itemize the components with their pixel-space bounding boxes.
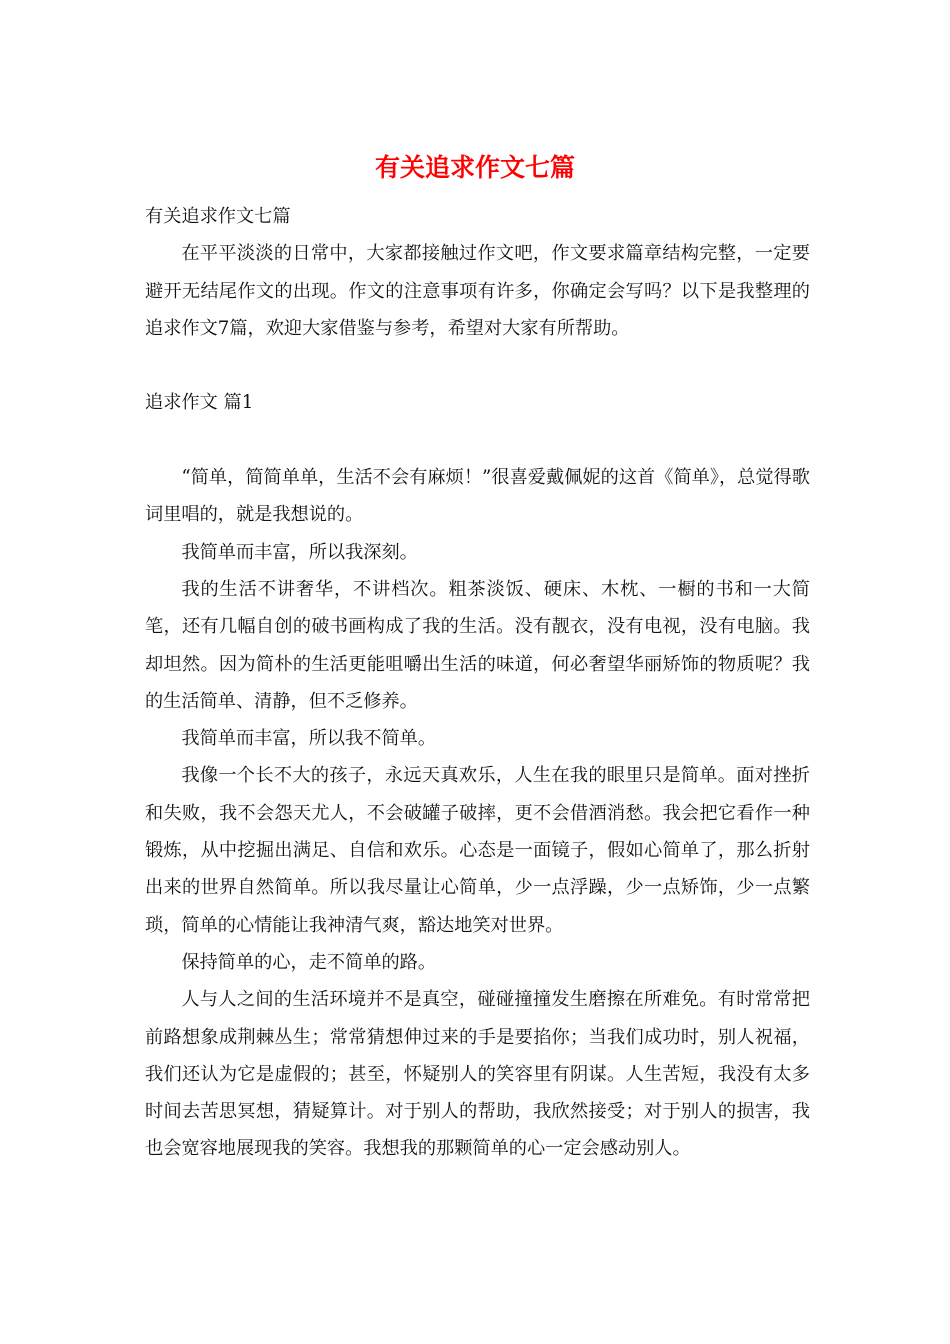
paragraph-6: 保持简单的心，走不简单的路。 [181, 951, 437, 973]
document-subtitle: 有关追求作文七篇 [145, 206, 291, 227]
section-heading: 追求作文 篇1 [145, 392, 254, 414]
intro-paragraph: 在平平淡淡的日常中，大家都接触过作文吧，作文要求篇章结构完整，一定要避开无结尾作文的出现。作文的注意事项有许多，你确定会写吗？以下是我整理的追求作文7篇，欢迎大家借鉴与参考，希望对大家有所帮助。 [145, 243, 810, 339]
paragraph-7: 人与人之间的生活环境并不是真空，碰碰撞撞发生磨擦在所难免。有时常常把前路想象成荆棘丛生；常常猜想伸过来的手是要掐你；当我们成功时，别人祝福，我们还认为它是虚假的；甚至，怀疑别人的笑容里有阴谋。人生苦短，我没有太多时间去苦思冥想，猜疑算计。对于别人的帮助，我欣然接受；对于别人的损害，我也会宽容地展现我的笑容。我想我的那颗简单的心一定会感动别人。 [145, 989, 810, 1160]
paragraph-1: “简单，简简单单，生活不会有麻烦！”很喜爱戴佩妮的这首《简单》，总觉得歌词里唱的，就是我想说的。 [145, 467, 810, 526]
paragraph-2: 我简单而丰富，所以我深刻。 [181, 541, 418, 563]
paragraph-5: 我像一个长不大的孩子，永远天真欢乐，人生在我的眼里只是简单。面对挫折和失败，我不会怨天尤人，不会破罐子破摔，更不会借酒消愁。我会把它看作一种锻炼，从中挖掘出满足、自信和欢乐。心态是一面镜子，假如心简单了，那么折射出来的世界自然简单。所以我尽量让心简单，少一点浮躁，少一点矫饰，少一点繁琐，简单的心情能让我神清气爽，豁达地笑对世界。 [145, 765, 810, 936]
paragraph-4: 我简单而丰富，所以我不简单。 [181, 728, 437, 750]
spacer [145, 347, 810, 384]
document-title: 有关追求作文七篇 [374, 153, 575, 182]
document-body [145, 198, 810, 1168]
paragraph-3: 我的生活不讲奢华，不讲档次。粗茶淡饭、硬床、木枕、一橱的书和一大简笔，还有几幅自创的破书画构成了我的生活。没有靓衣，没有电视，没有电脑。我却坦然。因为简朴的生活更能咀嚼出生活的味道，何必奢望华丽矫饰的物质呢？我的生活简单、清静，但不乏修养。 [145, 578, 810, 712]
spacer [145, 422, 810, 459]
